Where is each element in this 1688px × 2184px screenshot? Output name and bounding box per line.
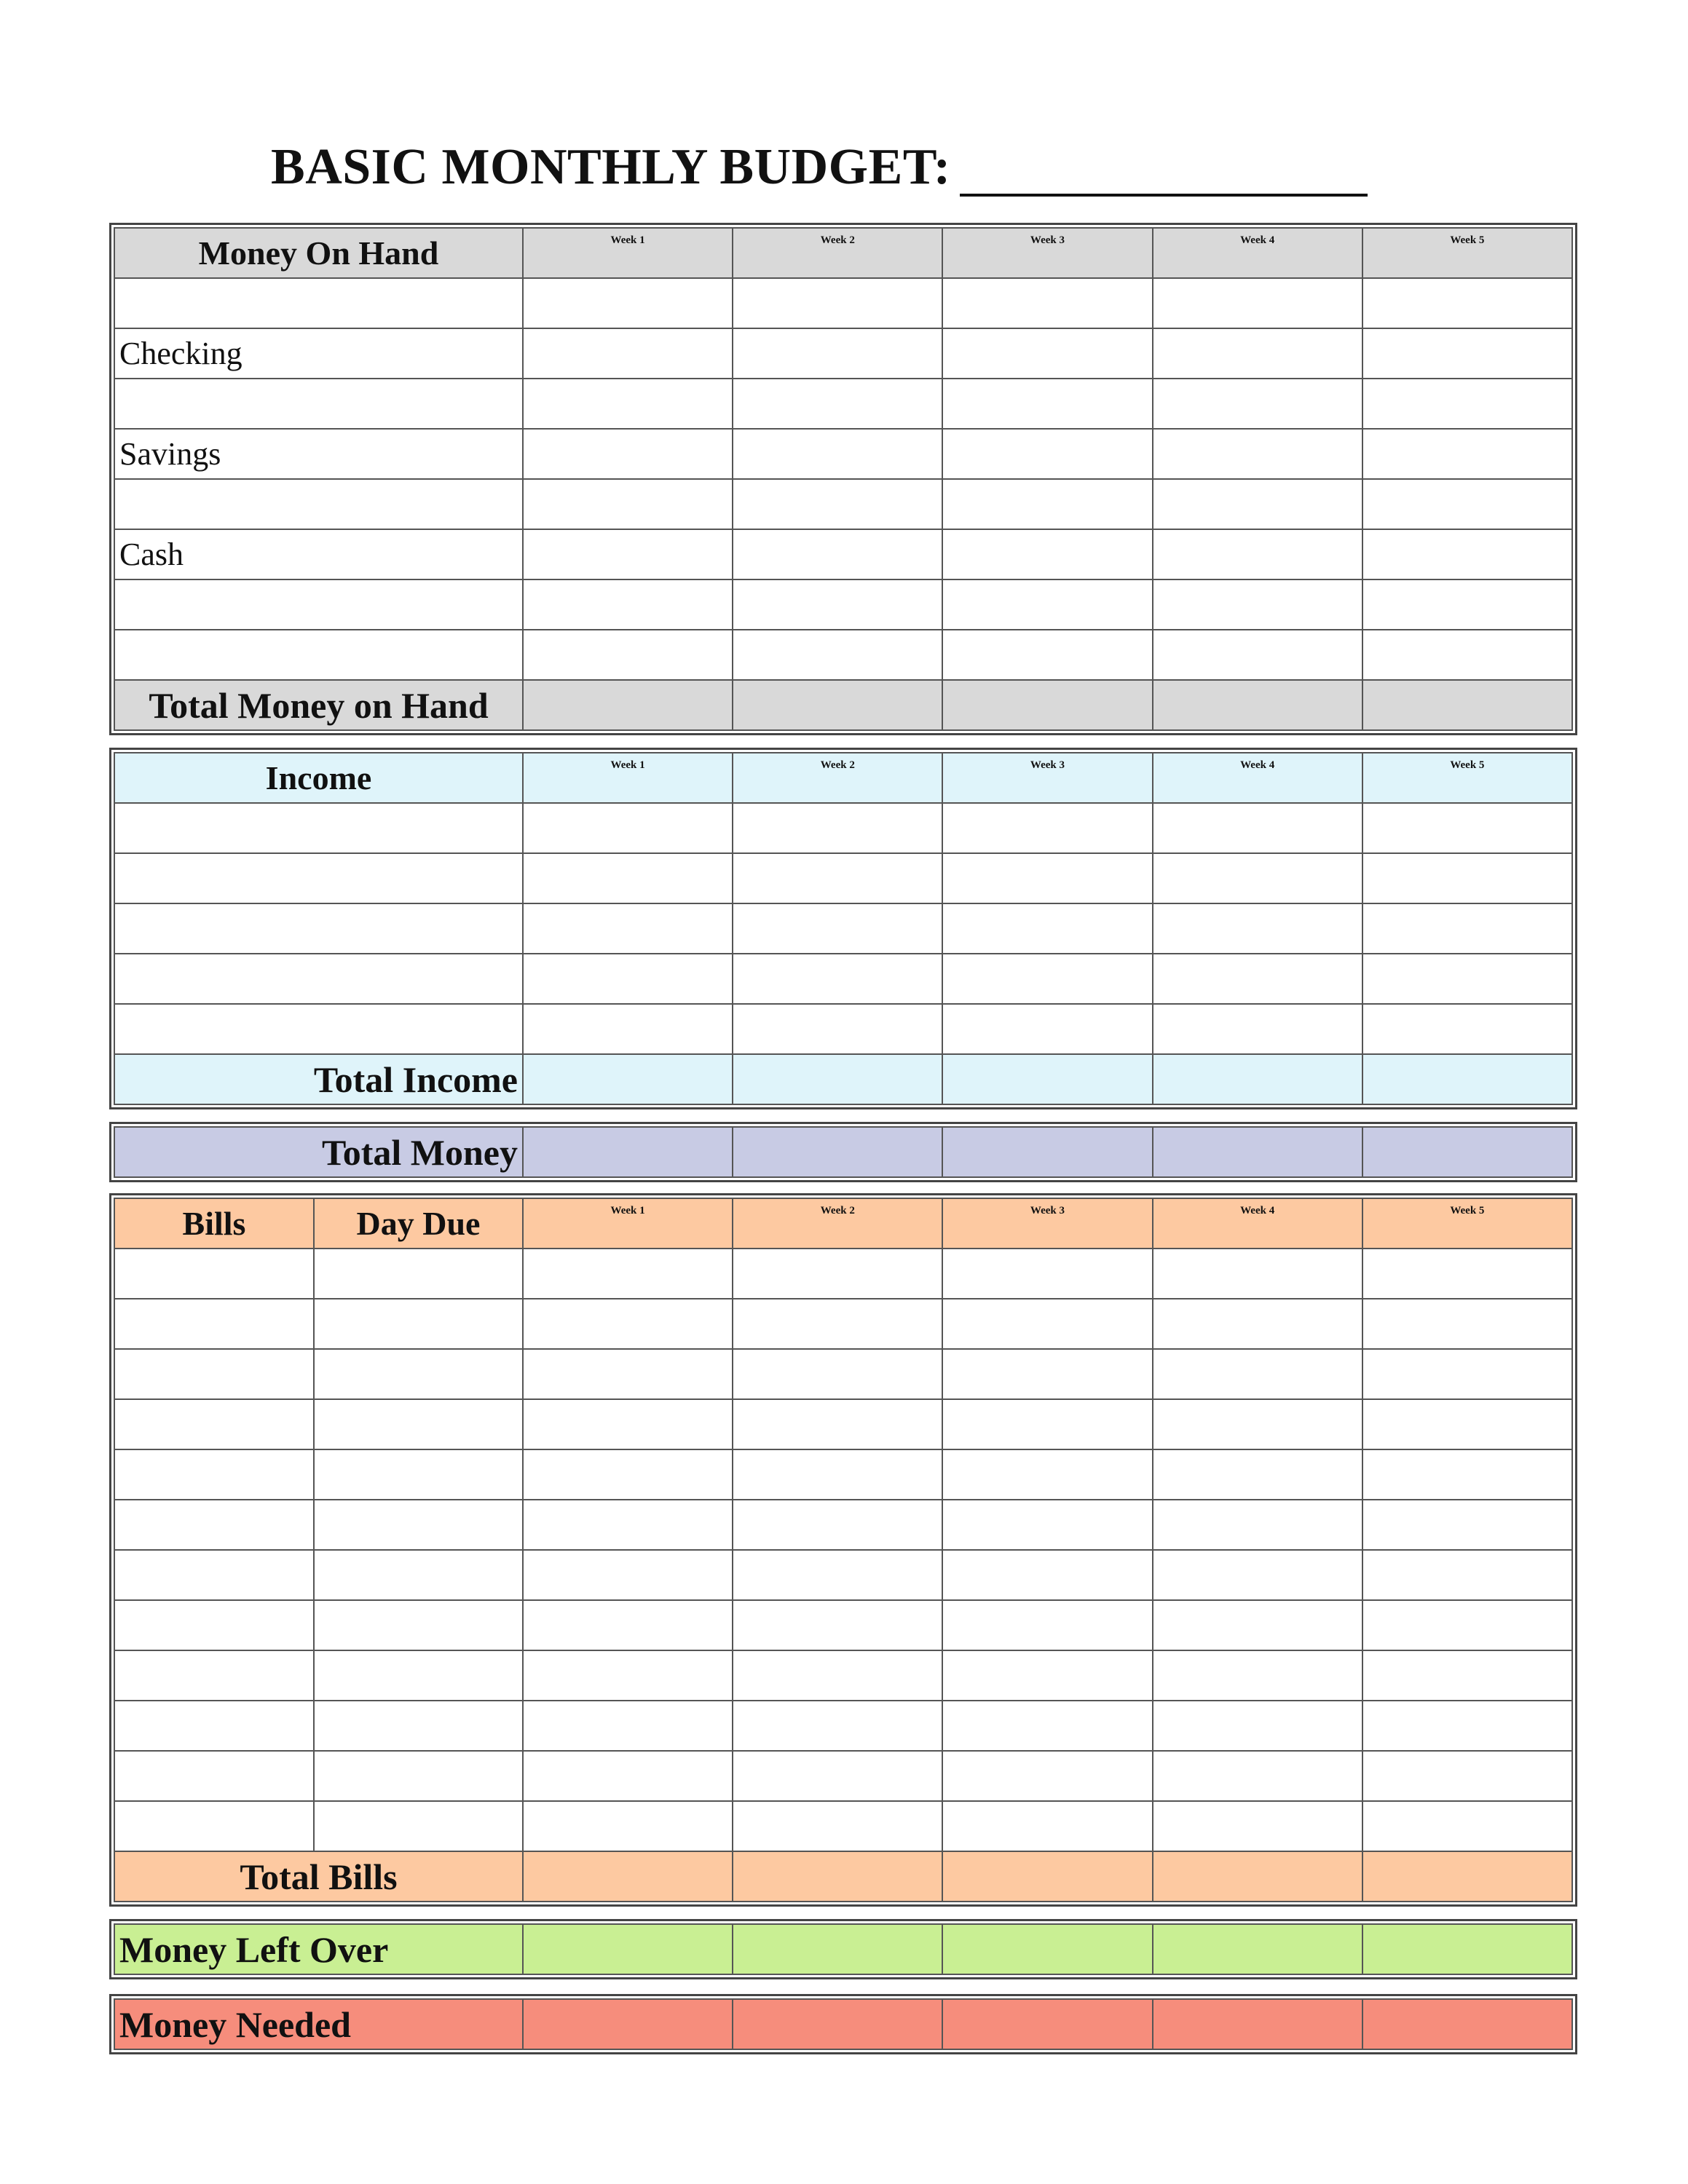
total-money-week-5-cell[interactable] (1362, 1127, 1572, 1177)
total-bills-label: Total Bills (114, 1851, 523, 1902)
income-source-cell[interactable] (114, 903, 523, 954)
bill-week-1-cell[interactable] (523, 1600, 733, 1650)
bill-row (114, 1500, 1572, 1550)
bill-row (114, 1349, 1572, 1399)
bill-week-2-cell[interactable] (733, 1600, 942, 1650)
total-money-week-3-cell[interactable] (942, 1127, 1152, 1177)
money-on-hand-week-1-cell[interactable] (523, 379, 733, 429)
total-income-row (114, 1054, 1572, 1104)
money-on-hand-row (114, 328, 1572, 379)
day-due-header: Day Due (314, 1198, 523, 1249)
total-money-row (114, 1127, 1572, 1177)
money-needed-week-3-cell[interactable] (942, 1999, 1152, 2049)
income-week-5-cell[interactable] (1362, 853, 1572, 903)
money-on-hand-label-cell[interactable] (114, 630, 523, 680)
money-on-hand-week-5-cell[interactable] (1362, 328, 1572, 379)
income-row (114, 903, 1572, 954)
money-on-hand-week-5-cell[interactable] (1362, 630, 1572, 680)
bill-name-cell[interactable] (114, 1801, 314, 1851)
money-on-hand-week-1-cell[interactable] (523, 529, 733, 579)
money-on-hand-week-2-cell[interactable] (733, 278, 942, 328)
total-bills-week-5-cell[interactable] (1362, 1851, 1572, 1902)
total-money-table (114, 1126, 1573, 1178)
money-on-hand-week-1-cell[interactable] (523, 479, 733, 529)
week-5-header: Week 5 (1362, 753, 1572, 803)
money-on-hand-label-cell[interactable] (114, 278, 523, 328)
bill-week-2-cell[interactable] (733, 1449, 942, 1500)
money-on-hand-section (109, 223, 1577, 735)
bill-name-cell[interactable] (114, 1550, 314, 1600)
money-on-hand-week-2-cell[interactable] (733, 529, 942, 579)
bill-name-cell[interactable] (114, 1399, 314, 1449)
income-week-4-cell[interactable] (1153, 1004, 1362, 1054)
bills-header: Bills (114, 1198, 314, 1249)
money-on-hand-week-1-cell[interactable] (523, 630, 733, 680)
bill-week-4-cell[interactable] (1153, 1701, 1362, 1751)
bill-week-3-cell[interactable] (942, 1399, 1152, 1449)
money-on-hand-week-4-cell[interactable] (1153, 429, 1362, 479)
income-section (109, 748, 1577, 1109)
money-left-over-label: Money Left Over (114, 1924, 523, 1974)
bill-day-due-cell[interactable] (314, 1349, 523, 1399)
bill-week-1-cell[interactable] (523, 1701, 733, 1751)
bill-week-5-cell[interactable] (1362, 1500, 1572, 1550)
income-source-cell[interactable] (114, 803, 523, 853)
bill-row (114, 1600, 1572, 1650)
total-bills-week-2-cell[interactable] (733, 1851, 942, 1902)
income-week-1-cell[interactable] (523, 803, 733, 853)
bill-week-5-cell[interactable] (1362, 1801, 1572, 1851)
money-on-hand-week-3-cell[interactable] (942, 379, 1152, 429)
income-source-cell[interactable] (114, 853, 523, 903)
income-row (114, 853, 1572, 903)
money-on-hand-week-5-cell[interactable] (1362, 429, 1572, 479)
week-4-header: Week 4 (1153, 753, 1362, 803)
money-on-hand-week-3-cell[interactable] (942, 579, 1152, 630)
money-on-hand-week-4-cell[interactable] (1153, 328, 1362, 379)
money-on-hand-week-4-cell[interactable] (1153, 529, 1362, 579)
week-2-header: Week 2 (733, 228, 942, 278)
bill-day-due-cell[interactable] (314, 1299, 523, 1349)
money-on-hand-row (114, 579, 1572, 630)
bill-week-2-cell[interactable] (733, 1550, 942, 1600)
bill-day-due-cell[interactable] (314, 1751, 523, 1801)
bill-week-2-cell[interactable] (733, 1249, 942, 1299)
money-needed-week-2-cell[interactable] (733, 1999, 942, 2049)
total-income-week-3-cell[interactable] (942, 1054, 1152, 1104)
week-3-header: Week 3 (942, 1198, 1152, 1249)
income-header: Income (114, 753, 523, 803)
total-bills-row (114, 1851, 1572, 1902)
income-week-4-cell[interactable] (1153, 954, 1362, 1004)
bill-week-3-cell[interactable] (942, 1299, 1152, 1349)
bill-week-1-cell[interactable] (523, 1650, 733, 1701)
total-money-on-hand-week-5-cell[interactable] (1362, 680, 1572, 730)
total-money-section (109, 1122, 1577, 1182)
money-on-hand-week-4-cell[interactable] (1153, 630, 1362, 680)
money-on-hand-week-4-cell[interactable] (1153, 479, 1362, 529)
bill-name-cell[interactable] (114, 1449, 314, 1500)
bill-week-3-cell[interactable] (942, 1650, 1152, 1701)
bill-week-4-cell[interactable] (1153, 1249, 1362, 1299)
bill-week-5-cell[interactable] (1362, 1550, 1572, 1600)
money-on-hand-week-3-cell[interactable] (942, 630, 1152, 680)
bill-week-2-cell[interactable] (733, 1349, 942, 1399)
bill-week-5-cell[interactable] (1362, 1399, 1572, 1449)
money-on-hand-row (114, 379, 1572, 429)
bill-week-1-cell[interactable] (523, 1500, 733, 1550)
bill-week-2-cell[interactable] (733, 1701, 942, 1751)
total-bills-week-1-cell[interactable] (523, 1851, 733, 1902)
income-source-cell[interactable] (114, 1004, 523, 1054)
bill-row (114, 1550, 1572, 1600)
bill-row (114, 1449, 1572, 1500)
total-money-label: Total Money (114, 1127, 523, 1177)
income-week-5-cell[interactable] (1362, 803, 1572, 853)
bill-week-3-cell[interactable] (942, 1701, 1152, 1751)
bill-week-1-cell[interactable] (523, 1550, 733, 1600)
income-week-5-cell[interactable] (1362, 903, 1572, 954)
money-needed-table (114, 1998, 1573, 2050)
total-money-week-4-cell[interactable] (1153, 1127, 1362, 1177)
money-on-hand-row (114, 278, 1572, 328)
bill-week-1-cell[interactable] (523, 1751, 733, 1801)
page-title (271, 138, 1368, 197)
bill-day-due-cell[interactable] (314, 1500, 523, 1550)
bill-row (114, 1650, 1572, 1701)
money-on-hand-header-row (114, 228, 1572, 278)
bill-week-2-cell[interactable] (733, 1500, 942, 1550)
bill-day-due-cell[interactable] (314, 1600, 523, 1650)
week-3-header: Week 3 (942, 753, 1152, 803)
bill-week-4-cell[interactable] (1153, 1600, 1362, 1650)
money-on-hand-week-5-cell[interactable] (1362, 479, 1572, 529)
week-4-header: Week 4 (1153, 1198, 1362, 1249)
money-on-hand-week-2-cell[interactable] (733, 429, 942, 479)
bill-week-2-cell[interactable] (733, 1650, 942, 1701)
income-week-1-cell[interactable] (523, 853, 733, 903)
income-week-3-cell[interactable] (942, 903, 1152, 954)
money-needed-row (114, 1999, 1572, 2049)
month-blank-line[interactable] (960, 153, 1368, 197)
income-source-cell[interactable] (114, 954, 523, 1004)
money-on-hand-row (114, 630, 1572, 680)
money-on-hand-week-2-cell[interactable] (733, 379, 942, 429)
income-week-3-cell[interactable] (942, 853, 1152, 903)
total-income-week-4-cell[interactable] (1153, 1054, 1362, 1104)
money-left-over-row (114, 1924, 1572, 1974)
bill-week-1-cell[interactable] (523, 1399, 733, 1449)
bill-week-3-cell[interactable] (942, 1349, 1152, 1399)
bill-row (114, 1701, 1572, 1751)
money-on-hand-week-3-cell[interactable] (942, 278, 1152, 328)
money-on-hand-week-1-cell[interactable] (523, 429, 733, 479)
bill-day-due-cell[interactable] (314, 1650, 523, 1701)
income-row (114, 1004, 1572, 1054)
money-on-hand-week-2-cell[interactable] (733, 479, 942, 529)
money-left-over-week-2-cell[interactable] (733, 1924, 942, 1974)
money-left-over-week-4-cell[interactable] (1153, 1924, 1362, 1974)
bill-name-cell[interactable] (114, 1600, 314, 1650)
bill-week-5-cell[interactable] (1362, 1751, 1572, 1801)
total-money-on-hand-label: Total Money on Hand (114, 680, 523, 730)
bill-week-5-cell[interactable] (1362, 1449, 1572, 1500)
total-bills-week-3-cell[interactable] (942, 1851, 1152, 1902)
income-week-3-cell[interactable] (942, 1004, 1152, 1054)
bill-week-4-cell[interactable] (1153, 1349, 1362, 1399)
money-on-hand-week-5-cell[interactable] (1362, 379, 1572, 429)
money-on-hand-row (114, 479, 1572, 529)
bill-name-cell[interactable] (114, 1249, 314, 1299)
bill-week-1-cell[interactable] (523, 1449, 733, 1500)
bill-week-3-cell[interactable] (942, 1449, 1152, 1500)
income-week-4-cell[interactable] (1153, 803, 1362, 853)
bill-week-2-cell[interactable] (733, 1751, 942, 1801)
page-title-text: BASIC MONTHLY BUDGET: (271, 139, 951, 195)
income-week-1-cell[interactable] (523, 954, 733, 1004)
income-week-2-cell[interactable] (733, 1004, 942, 1054)
money-needed-week-1-cell[interactable] (523, 1999, 733, 2049)
money-on-hand-week-1-cell[interactable] (523, 579, 733, 630)
money-on-hand-week-2-cell[interactable] (733, 579, 942, 630)
bills-table (114, 1198, 1573, 1902)
bill-week-3-cell[interactable] (942, 1801, 1152, 1851)
bill-week-4-cell[interactable] (1153, 1801, 1362, 1851)
bill-week-1-cell[interactable] (523, 1801, 733, 1851)
bill-week-5-cell[interactable] (1362, 1299, 1572, 1349)
bill-week-3-cell[interactable] (942, 1550, 1152, 1600)
money-left-over-section (109, 1919, 1577, 1979)
total-money-week-2-cell[interactable] (733, 1127, 942, 1177)
money-on-hand-week-1-cell[interactable] (523, 278, 733, 328)
week-5-header: Week 5 (1362, 228, 1572, 278)
bill-day-due-cell[interactable] (314, 1550, 523, 1600)
total-money-on-hand-week-2-cell[interactable] (733, 680, 942, 730)
money-on-hand-row (114, 429, 1572, 479)
money-on-hand-week-3-cell[interactable] (942, 328, 1152, 379)
bill-week-3-cell[interactable] (942, 1500, 1152, 1550)
bill-day-due-cell[interactable] (314, 1449, 523, 1500)
bill-week-5-cell[interactable] (1362, 1600, 1572, 1650)
bill-week-4-cell[interactable] (1153, 1650, 1362, 1701)
money-needed-week-4-cell[interactable] (1153, 1999, 1362, 2049)
bill-week-5-cell[interactable] (1362, 1249, 1572, 1299)
bill-week-2-cell[interactable] (733, 1299, 942, 1349)
money-on-hand-header: Money On Hand (114, 228, 523, 278)
income-week-1-cell[interactable] (523, 1004, 733, 1054)
money-on-hand-table (114, 227, 1573, 731)
bill-name-cell[interactable] (114, 1299, 314, 1349)
money-on-hand-week-5-cell[interactable] (1362, 278, 1572, 328)
money-on-hand-label-cell[interactable]: Savings (114, 429, 523, 479)
income-week-4-cell[interactable] (1153, 853, 1362, 903)
bill-week-4-cell[interactable] (1153, 1449, 1362, 1500)
bill-week-3-cell[interactable] (942, 1249, 1152, 1299)
money-on-hand-label-cell[interactable] (114, 579, 523, 630)
money-on-hand-week-4-cell[interactable] (1153, 278, 1362, 328)
money-left-over-week-3-cell[interactable] (942, 1924, 1152, 1974)
money-on-hand-week-5-cell[interactable] (1362, 529, 1572, 579)
money-on-hand-label-cell[interactable]: Checking (114, 328, 523, 379)
week-5-header: Week 5 (1362, 1198, 1572, 1249)
income-week-2-cell[interactable] (733, 903, 942, 954)
money-on-hand-week-3-cell[interactable] (942, 479, 1152, 529)
bill-name-cell[interactable] (114, 1349, 314, 1399)
bill-week-1-cell[interactable] (523, 1249, 733, 1299)
bill-week-4-cell[interactable] (1153, 1751, 1362, 1801)
bill-name-cell[interactable] (114, 1650, 314, 1701)
income-week-2-cell[interactable] (733, 853, 942, 903)
income-week-5-cell[interactable] (1362, 1004, 1572, 1054)
bill-day-due-cell[interactable] (314, 1701, 523, 1751)
bill-week-4-cell[interactable] (1153, 1299, 1362, 1349)
income-table (114, 752, 1573, 1105)
money-on-hand-week-3-cell[interactable] (942, 529, 1152, 579)
bill-name-cell[interactable] (114, 1500, 314, 1550)
total-money-on-hand-week-4-cell[interactable] (1153, 680, 1362, 730)
money-on-hand-label-cell[interactable] (114, 379, 523, 429)
bills-header-row (114, 1198, 1572, 1249)
money-on-hand-week-1-cell[interactable] (523, 328, 733, 379)
bill-week-5-cell[interactable] (1362, 1701, 1572, 1751)
money-on-hand-week-3-cell[interactable] (942, 429, 1152, 479)
bill-week-1-cell[interactable] (523, 1349, 733, 1399)
money-on-hand-label-cell[interactable]: Cash (114, 529, 523, 579)
bill-week-4-cell[interactable] (1153, 1550, 1362, 1600)
bill-week-3-cell[interactable] (942, 1600, 1152, 1650)
money-on-hand-week-4-cell[interactable] (1153, 379, 1362, 429)
bill-week-4-cell[interactable] (1153, 1500, 1362, 1550)
bill-week-4-cell[interactable] (1153, 1399, 1362, 1449)
income-header-row (114, 753, 1572, 803)
total-money-on-hand-row (114, 680, 1572, 730)
total-bills-week-4-cell[interactable] (1153, 1851, 1362, 1902)
total-income-week-2-cell[interactable] (733, 1054, 942, 1104)
bill-week-1-cell[interactable] (523, 1299, 733, 1349)
income-week-2-cell[interactable] (733, 803, 942, 853)
income-week-5-cell[interactable] (1362, 954, 1572, 1004)
money-on-hand-week-5-cell[interactable] (1362, 579, 1572, 630)
bill-name-cell[interactable] (114, 1701, 314, 1751)
total-money-on-hand-week-1-cell[interactable] (523, 680, 733, 730)
total-income-week-5-cell[interactable] (1362, 1054, 1572, 1104)
bill-row (114, 1751, 1572, 1801)
money-left-over-week-5-cell[interactable] (1362, 1924, 1572, 1974)
income-row (114, 803, 1572, 853)
week-1-header: Week 1 (523, 753, 733, 803)
week-4-header: Week 4 (1153, 228, 1362, 278)
bill-week-2-cell[interactable] (733, 1399, 942, 1449)
income-row (114, 954, 1572, 1004)
money-left-over-table (114, 1923, 1573, 1975)
total-money-week-1-cell[interactable] (523, 1127, 733, 1177)
income-week-4-cell[interactable] (1153, 903, 1362, 954)
income-week-1-cell[interactable] (523, 903, 733, 954)
money-on-hand-week-2-cell[interactable] (733, 630, 942, 680)
bill-week-5-cell[interactable] (1362, 1650, 1572, 1701)
bill-week-2-cell[interactable] (733, 1801, 942, 1851)
total-income-label: Total Income (114, 1054, 523, 1104)
income-week-3-cell[interactable] (942, 803, 1152, 853)
money-needed-section (109, 1994, 1577, 2054)
bills-section (109, 1193, 1577, 1907)
money-on-hand-row (114, 529, 1572, 579)
week-1-header: Week 1 (523, 1198, 733, 1249)
bill-week-3-cell[interactable] (942, 1751, 1152, 1801)
bill-week-5-cell[interactable] (1362, 1349, 1572, 1399)
money-left-over-week-1-cell[interactable] (523, 1924, 733, 1974)
money-on-hand-week-2-cell[interactable] (733, 328, 942, 379)
bill-row (114, 1801, 1572, 1851)
bill-day-due-cell[interactable] (314, 1249, 523, 1299)
bill-name-cell[interactable] (114, 1751, 314, 1801)
income-week-3-cell[interactable] (942, 954, 1152, 1004)
week-2-header: Week 2 (733, 1198, 942, 1249)
income-week-2-cell[interactable] (733, 954, 942, 1004)
money-needed-label: Money Needed (114, 1999, 523, 2049)
bill-day-due-cell[interactable] (314, 1801, 523, 1851)
total-income-week-1-cell[interactable] (523, 1054, 733, 1104)
bill-row (114, 1249, 1572, 1299)
money-on-hand-label-cell[interactable] (114, 479, 523, 529)
total-money-on-hand-week-3-cell[interactable] (942, 680, 1152, 730)
bill-row (114, 1299, 1572, 1349)
money-on-hand-week-4-cell[interactable] (1153, 579, 1362, 630)
money-needed-week-5-cell[interactable] (1362, 1999, 1572, 2049)
week-1-header: Week 1 (523, 228, 733, 278)
bill-row (114, 1399, 1572, 1449)
week-2-header: Week 2 (733, 753, 942, 803)
bill-day-due-cell[interactable] (314, 1399, 523, 1449)
week-3-header: Week 3 (942, 228, 1152, 278)
